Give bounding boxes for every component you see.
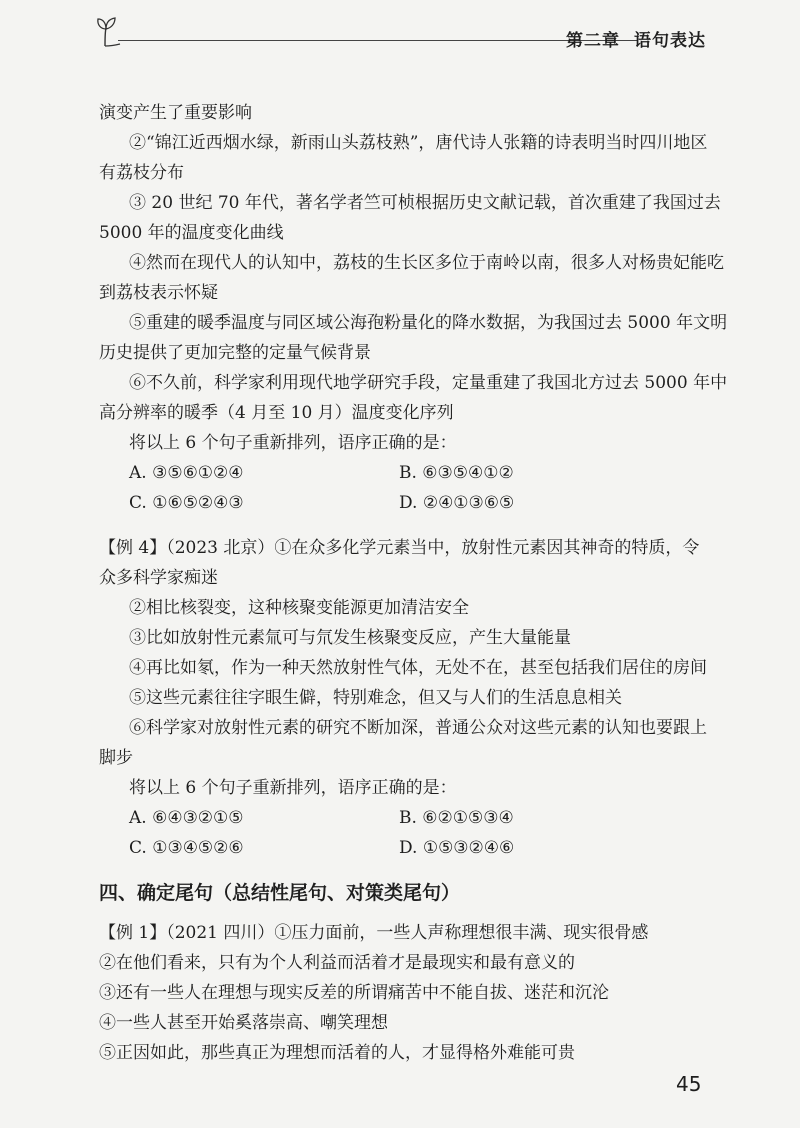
example-1-sentence-3: ③还有一些人在理想与现实反差的所谓痛苦中不能自拔、迷茫和沉沦 <box>99 983 609 1003</box>
option-d: D. ②④①③⑥⑤ <box>399 493 515 513</box>
sentence-4-line-1: ④然而在现代人的认知中，荔枝的生长区多位于南岭以南，很多人对杨贵妃能吃 <box>129 253 724 273</box>
option-c: C. ①⑥⑤②④③ <box>129 493 244 513</box>
option-a: A. ③⑤⑥①②④ <box>129 463 244 483</box>
example-1-sentence-5: ⑤正因如此，那些真正为理想而活着的人，才显得格外难能可贵 <box>99 1043 575 1063</box>
example-4-sentence-4: ④再比如氡，作为一种天然放射性气体，无处不在，甚至包括我们居住的房间 <box>129 658 707 678</box>
example-4-line-2: 众多科学家痴迷 <box>99 568 218 588</box>
sentence-3-line-2: 5000 年的温度变化曲线 <box>99 223 284 243</box>
section-heading: 四、确定尾句（总结性尾句、对策类尾句） <box>99 882 461 904</box>
header-rule <box>118 40 638 41</box>
example-4-option-b: B. ⑥②①⑤③④ <box>399 808 514 828</box>
paragraph-line: 演变产生了重要影响 <box>99 103 252 123</box>
chapter-heading <box>566 26 706 51</box>
sentence-4-line-2: 到荔枝表示怀疑 <box>99 283 218 303</box>
option-b: B. ⑥③⑤④①② <box>399 463 514 483</box>
example-4-sentence-2: ②相比核裂变，这种核聚变能源更加清洁安全 <box>129 598 469 618</box>
sentence-3-line-1: ③ 20 世纪 70 年代，著名学者竺可桢根据历史文献记载，首次重建了我国过去 <box>129 193 721 213</box>
example-1-sentence-1: 【例 1】（2021 四川）①压力面前，一些人声称理想很丰满、现实很骨感 <box>99 923 649 943</box>
example-1-sentence-4: ④一些人甚至开始奚落崇高、嘲笑理想 <box>99 1013 388 1033</box>
example-4-option-a: A. ⑥④③②①⑤ <box>129 808 244 828</box>
example-1-sentence-2: ②在他们看来，只有为个人利益而活着才是最现实和最有意义的 <box>99 953 575 973</box>
example-4-sentence-5: ⑤这些元素往往字眼生僻，特别难念，但又与人们的生活息息相关 <box>129 688 622 708</box>
example-4-sentence-3: ③比如放射性元素氚可与氘发生核聚变反应，产生大量能量 <box>129 628 571 648</box>
sprout-icon <box>92 14 122 50</box>
chapter-title: 语句表达 <box>634 31 706 51</box>
chapter-number: 第二章 <box>566 31 620 51</box>
example-4-line-1: 【例 4】（2023 北京）①在众多化学元素当中，放射性元素因其神奇的特质，令 <box>99 538 700 558</box>
sentence-5-line-2: 历史提供了更加完整的定量气候背景 <box>99 343 371 363</box>
sentence-2-line-2: 有荔枝分布 <box>99 163 184 183</box>
sentence-2-line-1: ②“锦江近西烟水绿，新雨山头荔枝熟”，唐代诗人张籍的诗表明当时四川地区 <box>129 133 708 153</box>
example-4-sentence-6-line-1: ⑥科学家对放射性元素的研究不断加深，普通公众对这些元素的认知也要跟上 <box>129 718 707 738</box>
sentence-6-line-1: ⑥不久前，科学家利用现代地学研究手段，定量重建了我国北方过去 5000 年中 <box>129 373 728 393</box>
sentence-6-line-2: 高分辨率的暖季（4 月至 10 月）温度变化序列 <box>99 403 454 423</box>
example-4-prompt: 将以上 6 个句子重新排列，语序正确的是： <box>129 778 457 798</box>
example-4-option-d: D. ①⑤③②④⑥ <box>399 838 515 858</box>
example-4-option-c: C. ①③④⑤②⑥ <box>129 838 244 858</box>
question-prompt: 将以上 6 个句子重新排列，语序正确的是： <box>129 433 457 453</box>
sentence-5-line-1: ⑤重建的暖季温度与同区域公海孢粉量化的降水数据，为我国过去 5000 年文明 <box>129 313 728 333</box>
running-header <box>92 14 712 50</box>
example-4-sentence-6-line-2: 脚步 <box>99 748 133 768</box>
page-number: 45 <box>676 1072 702 1096</box>
